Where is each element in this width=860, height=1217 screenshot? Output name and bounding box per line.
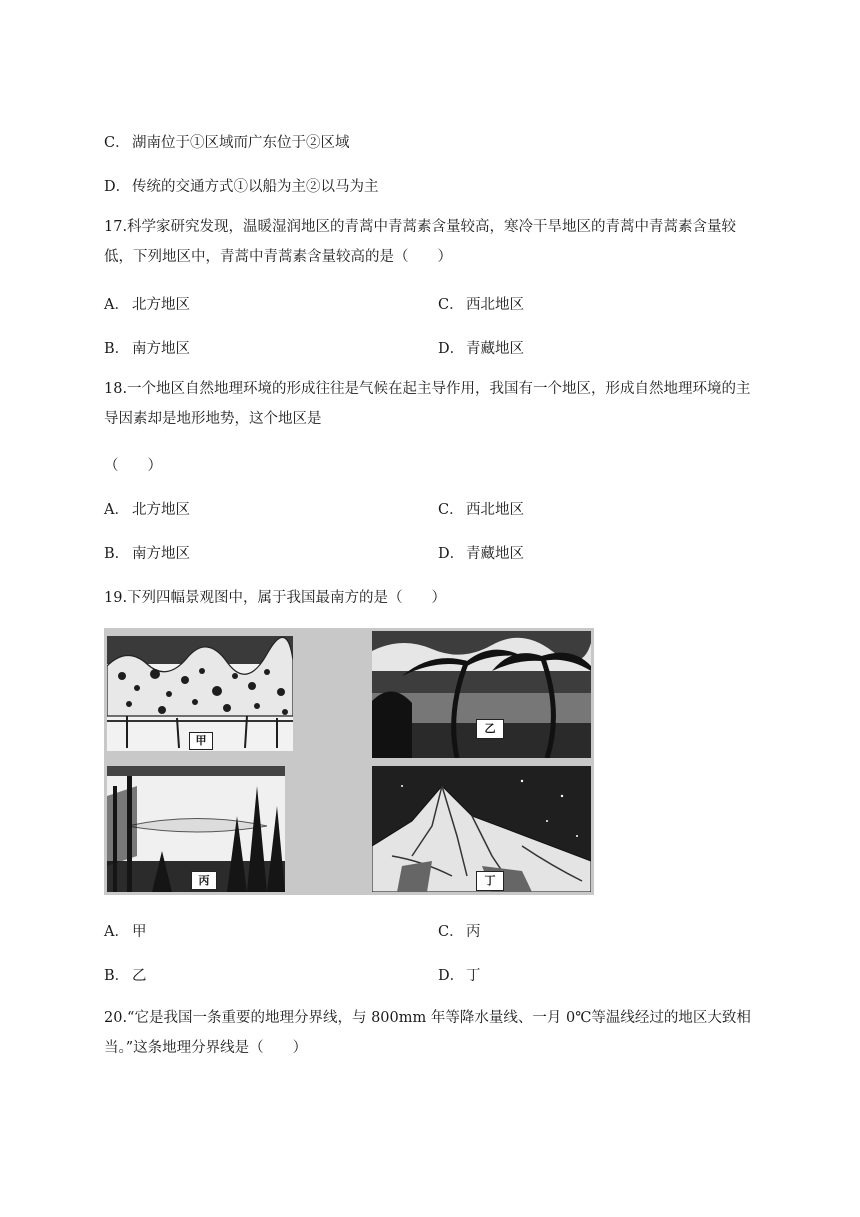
option-letter: C． bbox=[438, 297, 464, 313]
option-text: 南方地区 bbox=[132, 546, 190, 562]
option-text: 青藏地区 bbox=[466, 341, 524, 357]
q19-option-a bbox=[104, 920, 147, 941]
q18-paren: （ ） bbox=[104, 458, 162, 474]
option-letter: B． bbox=[104, 968, 130, 984]
panel-bing-conifer-lake bbox=[107, 766, 285, 892]
option-letter: A． bbox=[104, 924, 129, 940]
option-letter: D． bbox=[438, 546, 465, 562]
option-text: 丙 bbox=[466, 924, 481, 940]
q19-option-b bbox=[104, 964, 147, 985]
q19-option-d bbox=[438, 964, 481, 985]
option-letter: C． bbox=[438, 924, 464, 940]
option-letter: B． bbox=[104, 546, 130, 562]
q18-stem: 18.一个地区自然地理环境的形成往往是气候在起主导作用，我国有一个地区，形成自然地理环境的主导因素却是地形地势，这个地区是 bbox=[104, 381, 751, 427]
q19-option-c bbox=[438, 920, 481, 941]
q17-option-a bbox=[104, 293, 190, 314]
q18-option-a bbox=[104, 498, 190, 519]
option-text: 乙 bbox=[132, 968, 147, 984]
option-letter: A． bbox=[104, 297, 129, 313]
q18-option-d bbox=[438, 542, 524, 563]
panel-label: 丙 bbox=[191, 871, 217, 890]
option-text: 南方地区 bbox=[132, 341, 190, 357]
q17-option-d bbox=[438, 337, 524, 358]
panel-label: 丁 bbox=[476, 871, 504, 891]
panel-yi-tropical-palms bbox=[372, 631, 591, 758]
option-letter: D． bbox=[438, 341, 465, 357]
option-text: 湖南位于①区域而广东位于②区域 bbox=[132, 135, 350, 151]
option-letter: D． bbox=[438, 968, 465, 984]
q19-stem: 19.下列四幅景观图中，属于我国最南方的是（ ） bbox=[104, 590, 447, 606]
panel-label: 乙 bbox=[476, 719, 504, 739]
option-letter: A． bbox=[104, 502, 129, 518]
q16-option-d bbox=[104, 175, 379, 196]
option-letter: C． bbox=[438, 502, 464, 518]
option-text: 北方地区 bbox=[132, 297, 190, 313]
option-text: 传统的交通方式①以船为主②以马为主 bbox=[132, 179, 379, 195]
option-letter: D． bbox=[104, 179, 131, 195]
q16-option-c bbox=[104, 131, 350, 152]
option-letter: C． bbox=[104, 135, 130, 151]
landscape-figure bbox=[104, 628, 594, 895]
option-text: 甲 bbox=[132, 924, 147, 940]
q17-option-b bbox=[104, 337, 190, 358]
option-text: 青藏地区 bbox=[466, 546, 524, 562]
option-letter: B． bbox=[104, 341, 130, 357]
option-text: 北方地区 bbox=[132, 502, 190, 518]
q18-option-b bbox=[104, 542, 190, 563]
option-text: 西北地区 bbox=[466, 502, 524, 518]
panel-ding-snow-mountain bbox=[372, 766, 591, 892]
q20-stem: 20.“它是我国一条重要的地理分界线，与 800mm 年等降水量线、一月 0℃等温线经过的地区大致相当。”这条地理分界线是（ ） bbox=[104, 1010, 751, 1056]
panel-jia-snow-forest bbox=[107, 636, 293, 751]
panel-label: 甲 bbox=[189, 732, 213, 750]
q17-stem: 17.科学家研究发现，温暖湿润地区的青蒿中青蒿素含量较高，寒冷干旱地区的青蒿中青蒿素含量较低，下列地区中，青蒿中青蒿素含量较高的是（ ） bbox=[104, 219, 737, 265]
q17-option-c bbox=[438, 293, 524, 314]
option-text: 丁 bbox=[466, 968, 481, 984]
option-text: 西北地区 bbox=[466, 297, 524, 313]
q18-option-c bbox=[438, 498, 524, 519]
